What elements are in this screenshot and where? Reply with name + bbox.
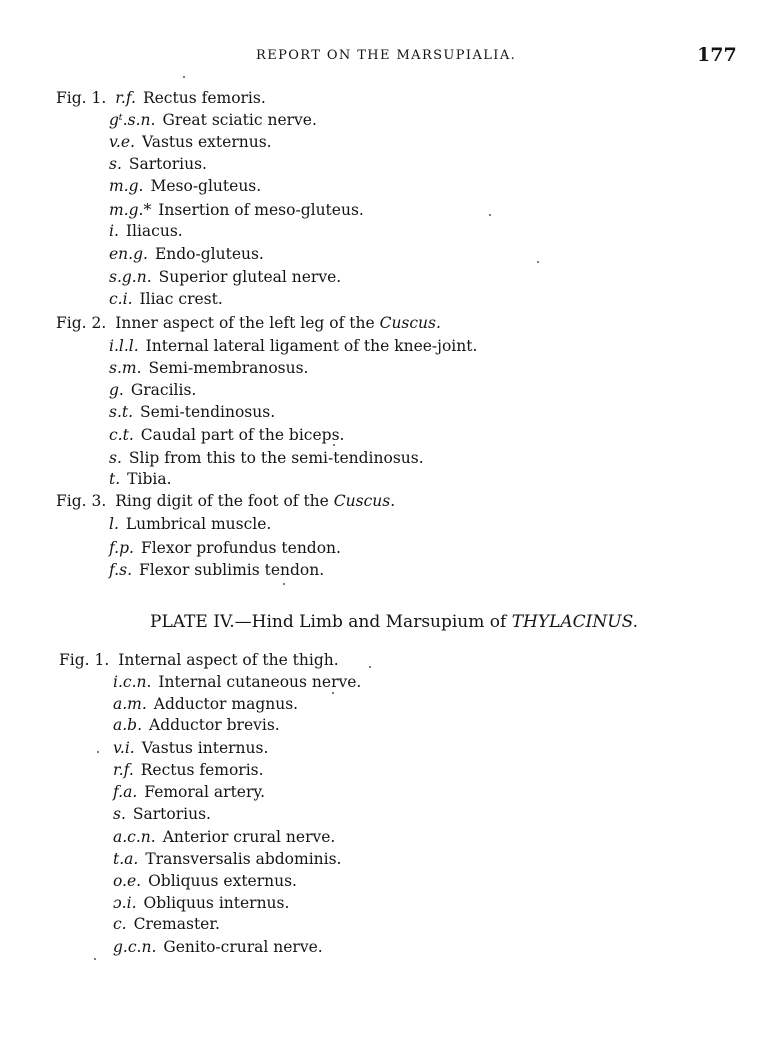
print-speck <box>332 692 334 694</box>
list-item: s.m. Semi-membranosus. <box>109 359 309 377</box>
print-speck <box>369 666 371 668</box>
list-item: gᵗ.s.n. Great sciatic nerve. <box>109 111 317 129</box>
list-item: i. Iliacus. <box>109 222 183 240</box>
print-speck <box>537 261 539 263</box>
print-speck <box>97 751 99 753</box>
list-item: t. Tibia. <box>109 470 172 488</box>
print-speck <box>489 214 491 216</box>
list-item: en.g. Endo-gluteus. <box>109 245 264 263</box>
fig-3-heading: Fig. 3. Ring digit of the foot of the Cuscus. <box>56 492 396 510</box>
list-item: m.g. Meso-gluteus. <box>109 177 262 195</box>
page-number: 177 <box>697 44 737 66</box>
print-speck <box>283 583 285 585</box>
list-item: o.e. Obliquus externus. <box>113 872 297 890</box>
list-item: ɔ.i. Obliquus internus. <box>113 894 290 912</box>
list-item: t.a. Transversalis abdominis. <box>113 850 342 868</box>
fig-1-heading: Fig. 1. r.f. Rectus femoris. <box>56 89 266 107</box>
running-head: REPORT ON THE MARSUPIALIA. <box>256 48 517 63</box>
plate-iv-fig-1-heading: Fig. 1. Internal aspect of the thigh. <box>59 651 339 669</box>
page-header <box>0 44 776 70</box>
print-speck <box>183 76 185 78</box>
list-item: s. Sartorius. <box>109 155 207 173</box>
print-speck <box>94 958 96 960</box>
list-item: a.c.n. Anterior crural nerve. <box>113 828 336 846</box>
list-item: a.m. Adductor magnus. <box>113 695 299 713</box>
list-item: s.g.n. Superior gluteal nerve. <box>109 268 342 286</box>
list-item: c. Cremaster. <box>113 915 220 933</box>
list-item: r.f. Rectus femoris. <box>113 761 264 779</box>
list-item: f.p. Flexor profundus tendon. <box>109 539 341 557</box>
list-item: i.c.n. Internal cutaneous nerve. <box>113 673 362 691</box>
list-item: l. Lumbrical muscle. <box>109 515 272 533</box>
list-item: s.t. Semi-tendinosus. <box>109 403 276 421</box>
list-item: c.t. Caudal part of the biceps. <box>109 426 345 444</box>
list-item: v.i. Vastus internus. <box>113 739 269 757</box>
list-item: f.s. Flexor sublimis tendon. <box>109 561 325 579</box>
list-item: m.g.* Insertion of meso-gluteus. <box>109 201 364 219</box>
print-speck <box>333 444 335 446</box>
list-item: v.e. Vastus externus. <box>109 133 272 151</box>
list-item: s. Sartorius. <box>113 805 211 823</box>
fig-2-heading: Fig. 2. Inner aspect of the left leg of the Cuscus. <box>56 314 441 332</box>
list-item: c.i. Iliac crest. <box>109 290 223 308</box>
list-item: a.b. Adductor brevis. <box>113 716 280 734</box>
plate-iv-title: PLATE IV.—Hind Limb and Marsupium of THYLACINUS. <box>150 612 639 632</box>
list-item: g.c.n. Genito-crural nerve. <box>113 938 323 956</box>
list-item: g. Gracilis. <box>109 381 197 399</box>
list-item: f.a. Femoral artery. <box>113 783 266 801</box>
list-item: i.l.l. Internal lateral ligament of the knee-joint. <box>109 337 478 355</box>
list-item: s. Slip from this to the semi-tendinosus. <box>109 449 424 467</box>
